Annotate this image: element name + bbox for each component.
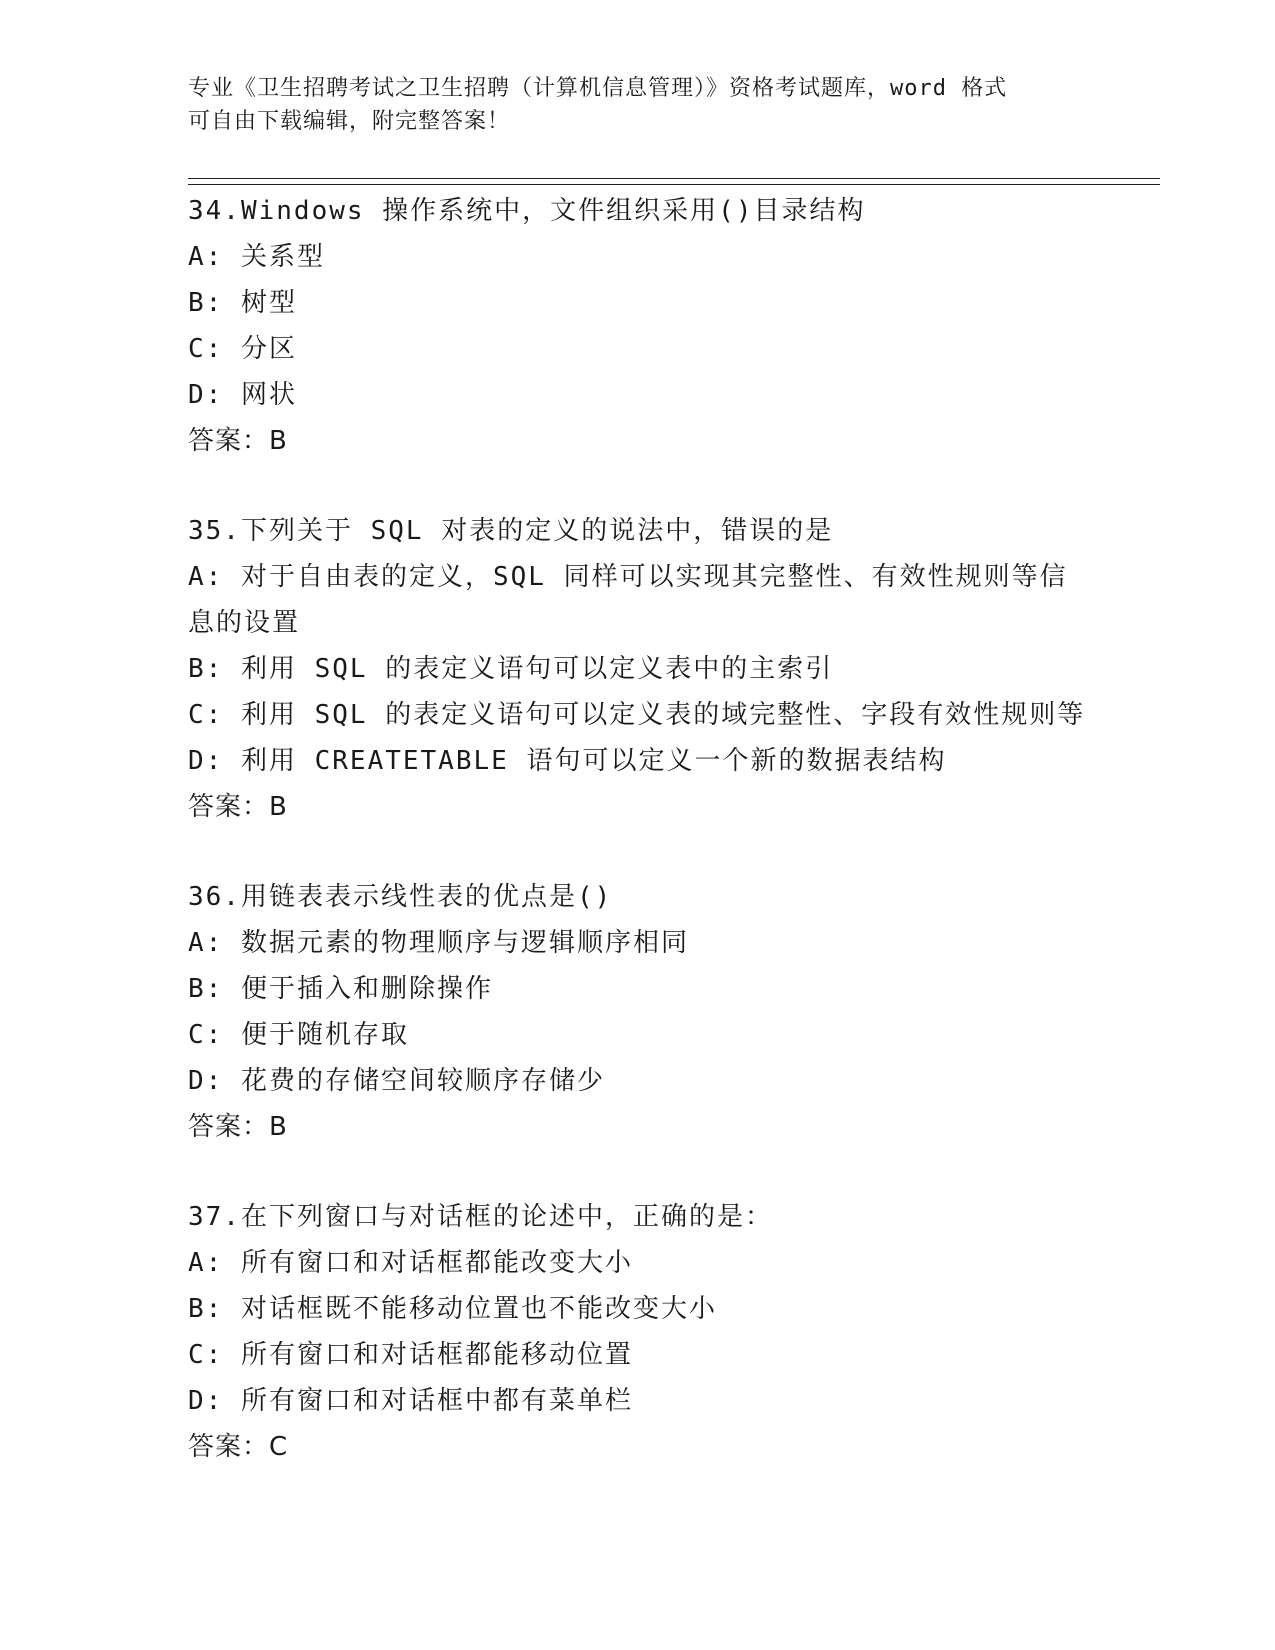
question-stem: 36.用链表表示线性表的优点是()	[188, 882, 613, 912]
option-d: D: 网状	[188, 380, 297, 410]
option-d: D: 所有窗口和对话框中都有菜单栏	[188, 1386, 633, 1416]
option-b: B: 对话框既不能移动位置也不能改变大小	[188, 1294, 717, 1324]
answer: 答案：C	[188, 1432, 289, 1462]
option-c: C: 所有窗口和对话框都能移动位置	[188, 1340, 633, 1370]
question-35	[188, 508, 1088, 830]
option-a: A: 所有窗口和对话框都能改变大小	[188, 1248, 633, 1278]
option-a: A: 关系型	[188, 242, 325, 272]
option-b: B: 树型	[188, 288, 297, 318]
question-stem: 34.Windows 操作系统中，文件组织采用()目录结构	[188, 196, 866, 226]
answer: 答案：B	[188, 426, 288, 456]
option-c: C: 便于随机存取	[188, 1020, 409, 1050]
header-divider-bottom	[188, 184, 1160, 185]
answer: 答案：B	[188, 1112, 288, 1142]
option-d: D: 花费的存储空间较顺序存储少	[188, 1066, 605, 1096]
question-37	[188, 1194, 1088, 1470]
document-header	[188, 72, 1088, 138]
header-line-2: 可自由下载编辑，附完整答案！	[188, 109, 511, 134]
option-b: B: 便于插入和删除操作	[188, 974, 493, 1004]
option-c: C: 分区	[188, 334, 297, 364]
header-divider-top	[188, 178, 1160, 179]
answer: 答案：B	[188, 792, 288, 822]
question-36	[188, 874, 1088, 1150]
option-c: C: 利用 SQL 的表定义语句可以定义表的域完整性、字段有效性规则等	[188, 700, 1086, 730]
question-stem: 37.在下列窗口与对话框的论述中，正确的是：	[188, 1202, 773, 1232]
question-list	[188, 188, 1088, 1514]
option-a: A: 数据元素的物理顺序与逻辑顺序相同	[188, 928, 689, 958]
question-stem: 35.下列关于 SQL 对表的定义的说法中，错误的是	[188, 516, 834, 546]
question-34	[188, 188, 1088, 464]
option-b: B: 利用 SQL 的表定义语句可以定义表中的主索引	[188, 654, 834, 684]
option-a: A: 对于自由表的定义，SQL 同样可以实现其完整性、有效性规则等信息的设置	[188, 562, 1068, 638]
option-d: D: 利用 CREATETABLE 语句可以定义一个新的数据表结构	[188, 746, 947, 776]
header-line-1: 专业《卫生招聘考试之卫生招聘（计算机信息管理）》资格考试题库，word 格式	[188, 76, 1008, 101]
